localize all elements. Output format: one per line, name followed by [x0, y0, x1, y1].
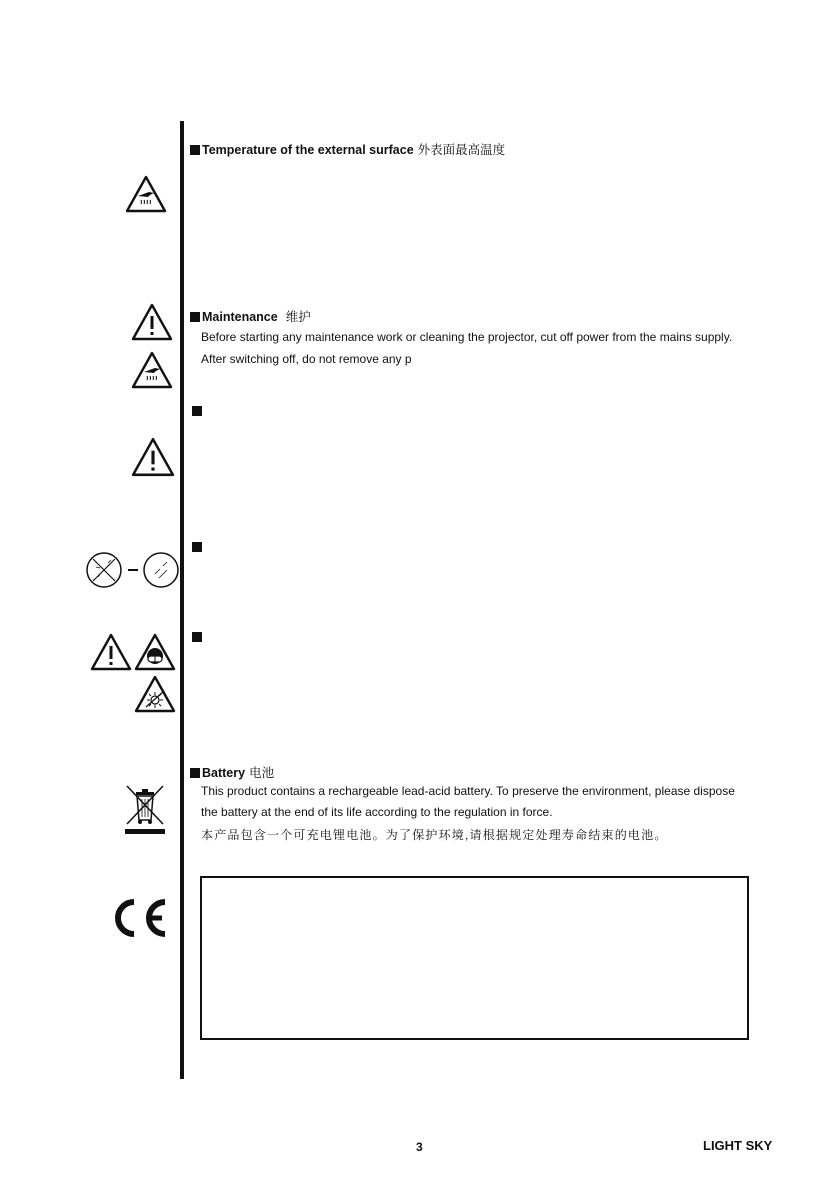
general-warning-icon — [90, 632, 132, 672]
battery-line-2: the battery at the end of its life according to the regulation in force. — [201, 805, 553, 819]
battery-heading: Battery 电池 — [190, 765, 274, 781]
hot-surface-warning-icon — [131, 350, 173, 390]
page-number: 3 — [416, 1140, 423, 1154]
eye-protection-icon — [134, 632, 176, 672]
crossed-out-bin-icon — [122, 782, 168, 838]
temperature-heading: Temperature of the external surface 外表面最高温度 — [190, 142, 505, 158]
hot-surface-warning-icon — [125, 174, 167, 214]
section-bullet — [190, 145, 200, 155]
dash-separator — [128, 569, 138, 571]
general-warning-icon — [131, 302, 173, 342]
vertical-margin-rule — [180, 121, 184, 1079]
section-bullet — [192, 406, 202, 416]
battery-line-zh: 本产品包含一个可充电锂电池。为了保护环境,请根据规定处理寿命结束的电池。 — [201, 828, 668, 842]
battery-line-1: This product contains a rechargeable lead-acid battery. To preserve the environment, please dispose — [201, 784, 735, 798]
ce-mark-icon — [105, 898, 169, 938]
maintenance-heading: Maintenance 维护 — [190, 309, 311, 325]
section-bullet — [190, 312, 200, 322]
intact-lens-icon — [141, 550, 181, 590]
brand-name: LIGHT SKY — [703, 1138, 773, 1153]
section-bullet — [192, 632, 202, 642]
ce-declaration-box — [200, 876, 749, 1040]
section-bullet — [192, 542, 202, 552]
maintenance-line-1: Before starting any maintenance work or cleaning the projector, cut off power from the mains supply. — [201, 330, 733, 344]
damaged-lens-icon — [84, 550, 124, 590]
general-warning-icon — [131, 436, 175, 478]
maintenance-line-2: After switching off, do not remove any p — [201, 352, 412, 366]
light-exposure-warning-icon — [134, 674, 176, 714]
section-bullet — [190, 768, 200, 778]
